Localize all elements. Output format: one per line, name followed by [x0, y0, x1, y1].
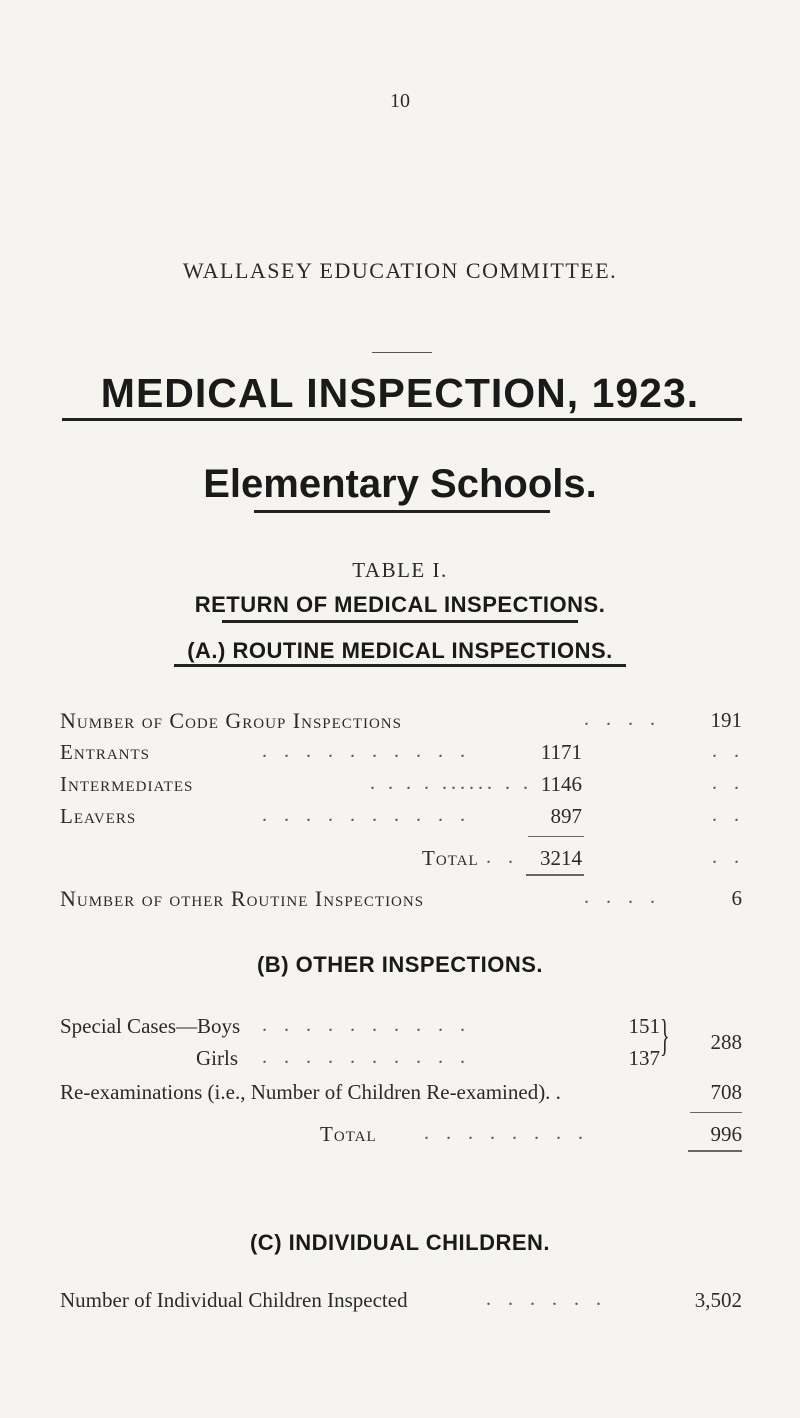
- reexam-value: 708: [710, 1080, 742, 1104]
- reexam-label: Re-examinations (i.e., Number of Children Re-examined). .: [60, 1080, 561, 1104]
- special-girls-dots: . . . . . . . . . .: [262, 1046, 471, 1068]
- special-total-value: 288: [710, 1030, 742, 1054]
- row-dots: . . . . . . . . . .: [262, 804, 471, 826]
- section-a-total-dots: . .: [486, 846, 519, 868]
- committee-name: WALLASEY EDUCATION COMMITTEE.: [182, 258, 618, 283]
- subtitle: Elementary Schools.: [203, 462, 597, 506]
- table-label: TABLE I.: [352, 558, 448, 582]
- individual-children-value: 3,502: [694, 1288, 742, 1312]
- other-routine-value: 6: [731, 886, 742, 910]
- other-routine-dots: . . . .: [584, 886, 661, 908]
- subtitle-underline: [254, 510, 550, 513]
- special-boys-label: Special Cases—Boys: [60, 1014, 241, 1038]
- section-b-total-dots: . . . . . . . .: [424, 1122, 589, 1144]
- page-number: 10: [390, 90, 410, 112]
- code-group-dots: . . . .: [584, 708, 661, 730]
- row-trail: . .: [712, 772, 745, 794]
- section-a-total-label: Total: [422, 846, 479, 870]
- row-value: 1171: [540, 740, 582, 764]
- special-boys-dots: . . . . . . . . . .: [262, 1014, 471, 1036]
- section-a-heading: (A.) ROUTINE MEDICAL INSPECTIONS.: [187, 638, 613, 663]
- table-title-underline: [222, 620, 578, 623]
- row-label: Intermediates: [60, 772, 194, 796]
- row-label: Leavers: [60, 804, 137, 828]
- section-a-total-trail: . .: [712, 846, 745, 868]
- code-group-total: 191: [710, 708, 742, 732]
- total-rule-top: [528, 836, 584, 837]
- section-b-total-label: Total: [320, 1122, 377, 1146]
- row-dots: . . . . . . . . . .: [262, 740, 471, 762]
- row-dots: . . . . ...... . .: [370, 772, 532, 794]
- short-divider: [372, 352, 432, 353]
- special-girls-value: 137: [628, 1046, 660, 1070]
- special-girls-label: Girls: [196, 1046, 238, 1070]
- section-b-heading: (B) OTHER INSPECTIONS.: [256, 952, 543, 977]
- section-c-heading: (C) INDIVIDUAL CHILDREN.: [249, 1230, 551, 1255]
- main-title: MEDICAL INSPECTION, 1923.: [100, 370, 700, 416]
- section-a-total-value: 3214: [540, 846, 582, 870]
- other-routine-label: Number of other Routine Inspections: [60, 886, 425, 911]
- total-rule-bottom: [526, 874, 584, 876]
- table-title: RETURN OF MEDICAL INSPECTIONS.: [194, 592, 606, 617]
- section-a-underline: [174, 664, 626, 667]
- row-trail: . .: [712, 804, 745, 826]
- row-trail: . .: [712, 740, 745, 762]
- special-boys-value: 151: [628, 1014, 660, 1038]
- row-value: 897: [550, 804, 582, 828]
- b-total-rule-bottom: [688, 1150, 742, 1152]
- brace-icon: }: [660, 1011, 670, 1060]
- code-group-label: Number of Code Group Inspections: [60, 708, 402, 733]
- row-value: 1146: [540, 772, 582, 796]
- title-underline: [62, 418, 742, 421]
- b-total-rule-top: [690, 1112, 742, 1113]
- individual-children-dots: . . . . . .: [486, 1288, 607, 1310]
- section-b-total-value: 996: [710, 1122, 742, 1146]
- individual-children-label: Number of Individual Children Inspected: [60, 1288, 408, 1312]
- row-label: Entrants: [60, 740, 150, 764]
